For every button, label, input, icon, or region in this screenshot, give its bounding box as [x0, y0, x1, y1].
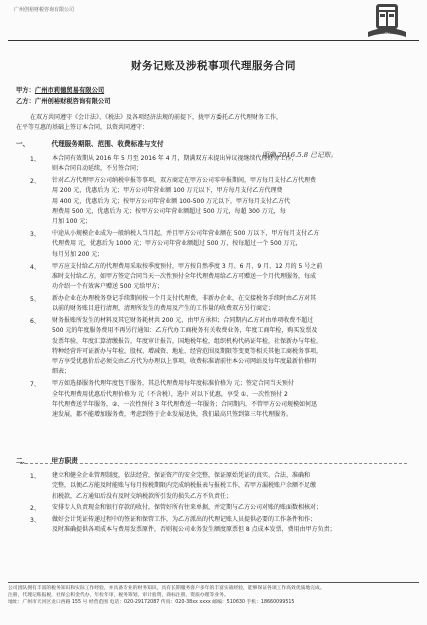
duty-item	[30, 515, 412, 536]
clause-item-number: 6、	[30, 318, 40, 325]
clause-item	[30, 229, 412, 260]
clause-item	[30, 316, 412, 378]
clause-item-line: 以前的财务账目进行清理，清理所发生的费用及产生的工作量的收费双方另行商定；	[52, 305, 275, 313]
clause-item	[30, 294, 412, 315]
clause-item-line: 500 元的年度服务费用不再另行通知：乙方代办工商税务有关收费业务，年度工商年检，购买发票及	[52, 327, 318, 335]
duty-item-line: 扣税款，乙方通知后没有及时交纳税款所引发的损失乙方不负责任；	[52, 492, 233, 500]
clause-item-line: 代理费用 元，优惠后为 1000 元；甲方公司年营业额超过 500 万，按每超过一个 500 万元，	[52, 240, 302, 248]
duty-item-number: 3、	[30, 517, 40, 525]
duty-item-line: 建立和健全企业管理制度，依法经营，保证资产的安全完整，保证原始凭证的真实、合法、准确和	[52, 472, 311, 479]
clause-item-line: 用 400 元，优惠后为 元；按甲方公司年营业额 100-500 万元以下，甲方每月支付乙方代	[52, 197, 291, 205]
preamble-line-2: 在平等互惠的基础上签订本合同，以资共同遵守：	[16, 124, 149, 131]
document-title: 财务记账及涉税事项代理服务合同	[131, 60, 296, 72]
duty-item-number: 2、	[30, 505, 40, 513]
clause-item-line: 新办企业在办理税务登记手续期间按一个月支付代理费，非新办企业，在交接税务手续时由乙方对其	[52, 294, 317, 302]
clause-item-number: 7、	[30, 381, 40, 389]
clause-item-line: 细表；	[52, 368, 71, 376]
clause-item-line: 本合同有效期从 2016 年 5 月至 2016 年 4 月，期满双方未提出异议视继续代理财务工作，	[52, 155, 298, 162]
duty-item-line: 安排专人负责现金和银行存款的收付，保管好所有往来单据，并定期与乙方公司对账的账面数相核对；	[52, 504, 323, 512]
clause-item-line: 针对乙方代理甲方公司纳税申报等事项，双方商定在甲方公司零申报期间，甲方每月支付乙方代理费	[52, 177, 317, 185]
clause-item-line: 每月另加 200 元；	[52, 250, 104, 258]
party-a	[16, 86, 104, 95]
company-logo-icon	[366, 2, 408, 40]
footer-line-2: 注册，代理记账报税，社保公积金代办，年检年审，税务筹划，审计验资，商标注册，资质办理等业务。	[8, 593, 229, 598]
clause-item-line: 准时支付给乙方，如甲方签定合同当天一次性预付全年代理费用给乙方可赠送一个月代理服务，每成	[52, 272, 317, 280]
clause-item-line: 发票年验，年度汇算清缴报告，年度审计报告，国地税年检，组织机构代码证年检，社保新办与年检，	[52, 337, 323, 345]
clause-item-line: 特种经营许可证新办与年检，股权、增减资、地址、经营范围及期限等变更等相关其他工商税务事项，	[52, 347, 323, 355]
clause-item	[30, 379, 412, 420]
duty-item	[30, 471, 412, 502]
clause-item-number: 2、	[30, 178, 40, 186]
party-b-name: 广州创裕财税咨询有限公司	[34, 98, 111, 105]
preamble-line-1: 在双方共同遵守《会计法》、《税法》及各项经济法规的前提下，拢甲方委托乙方代理财务工作，	[30, 114, 283, 121]
clause-item-number: 3、	[30, 231, 40, 239]
section-1-title: 代理服务期限、范围、收费标准与支付	[51, 140, 164, 148]
duty-item-line: 完整，以便乙方能及时能账与每月按税期限内完成纳税报表与报税工作，若甲方漏税账户余额不足缴	[52, 482, 317, 490]
clause-item-line: 理费用 500 元，优惠后为 元；按甲方公司年营业额超过 500 万元，每超 300 万元，每	[52, 207, 286, 215]
footer	[8, 582, 419, 606]
section-1-heading	[16, 138, 164, 148]
section-2-title: 甲方职责	[51, 457, 78, 465]
section-2-divider	[20, 463, 407, 464]
clause-item-line: 全年代理费用优惠后代理价格为 元（不含税），选中 对以下优惠，享受 ①、一次性预付 2	[52, 390, 288, 398]
clause-item-line: 甲方如选择服务代理年度包干服务，其总代理费用每年度标准价格为 元；签定合同当天预付	[52, 380, 294, 388]
clause-item-line: 中途从小规模企业成为一般纳税人当月起，并且甲方公司年营业额在 500 万以下，甲方每月支付乙方	[52, 230, 320, 238]
clause-item	[30, 262, 412, 293]
clause-item-line: 甲方应支付给乙方的代理费用采取按季度预付，甲方按自然季度 3 月、6 月、9 月、12 月的 5 号之前	[52, 262, 323, 270]
clause-item-line: 则本合同自动延续，不另签合同；	[52, 165, 143, 173]
clause-item-line: 速发展，都不能增加服务费，考虑到签于企业发展迅快，我们最高只签到第三年代理服务。	[52, 411, 293, 419]
clause-item-number: 5、	[30, 295, 40, 303]
header-company: 广州创裕财税咨询有限公司	[14, 7, 75, 13]
clause-item-line: 用 200 元，优惠后为 元；甲方公司年营业额 100 万元以下，甲方每月支付乙方代理费	[52, 187, 283, 195]
clause-item-line: 甲方享受优惠价后必须交由乙方代为办理以上事项，收费标准请前往本公司网站及每年度最新价格明	[52, 358, 317, 366]
section-1-num: 一、	[16, 140, 30, 148]
duty-item-line: 做好会计凭证传递过程中的签证和保管工作，为乙方派出的代理记账人员提供必要的工作条件和作；	[52, 516, 317, 524]
header-divider	[8, 40, 419, 41]
clause-item-line: 月加 100 元；	[52, 218, 92, 226]
clause-item	[30, 154, 412, 175]
handwritten-note: 明确 2016.5.8 已记账。	[262, 151, 338, 159]
party-b-label: 乙方：	[16, 98, 35, 105]
clause-item-line: 功介绍一个有效客户赠送 500 元给甲方；	[52, 283, 164, 291]
party-a-label: 甲方：	[16, 87, 35, 94]
clause-item-number: 1、	[30, 156, 40, 163]
svg-text:CY: CY	[384, 32, 390, 37]
clause-item-number: 4、	[30, 263, 40, 271]
duty-item-line: 及时准确提供各项成本与费用发票原件，否则视公司业务发生额度原票但 8 点成本发票，费用由甲方负责；	[52, 526, 336, 534]
party-a-name: 广州市莉德贸易有限公司	[34, 87, 105, 94]
clause-item-line: 年代理费送半年服务，②、一次性预付 3 年代理费送一年服务；合同期内，不管甲方公司规模如何迅	[52, 400, 318, 408]
section-2-num: 二、	[16, 457, 30, 465]
footer-line-3: 地址：广州市天河区龙口西路 155 号 经营范围 电话：020-29172087 传真：020-38xx xxxx 邮编：510630 手机：18660099515	[8, 600, 295, 605]
clause-item-line: 财务报账所发生的材料及其它财务耗材共 200 元，由甲方承担；合同期内乙方对由单项收费不超过	[52, 317, 314, 324]
party-b	[16, 97, 110, 106]
duty-item	[30, 503, 412, 513]
footer-line-1: 公司团队拥有丰富的税务知识和实际工作经验，并具备专业的财务知识，具有长期服务客户多年的丰富实战经验，能够保证各项工作高效优质地完成。	[8, 586, 325, 591]
duty-item-number: 1、	[30, 473, 40, 480]
clause-item	[30, 176, 412, 227]
